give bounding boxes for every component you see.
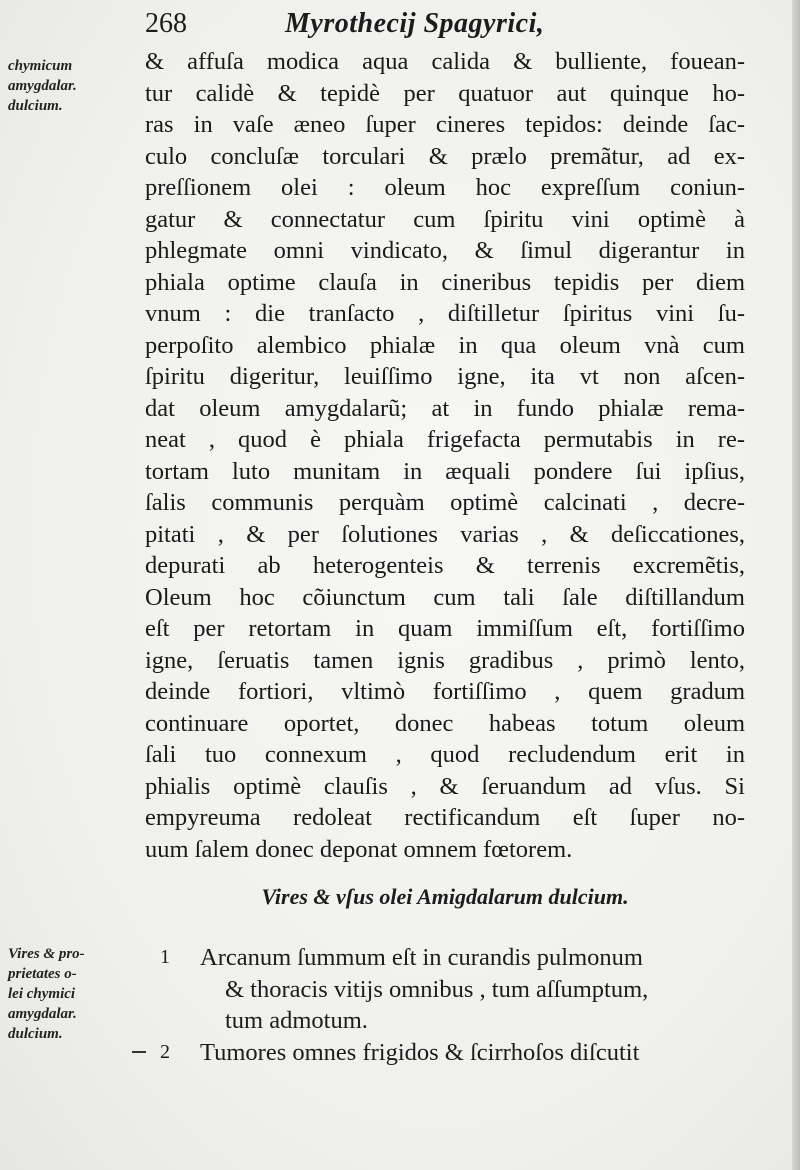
list-item [160, 1037, 750, 1069]
text-line: gatur & connectatur cum ſpiritu vini optimè à [145, 205, 745, 233]
text-line: depurati ab heterogenteis & terrenis excremẽtis, [145, 552, 745, 579]
margin-note-line: dulcium. [8, 1026, 63, 1042]
text-line: phiala optime clauſa in cineribus tepidis per diem [145, 268, 745, 296]
body-text [145, 46, 745, 865]
text-line: pitati , & per ſolutiones varias , & deſiccationes, [145, 520, 745, 548]
text-line: eſt per retortam in quam immiſſum eſt, fortiſſimo [145, 615, 745, 642]
text-line: neat , quod è phiala frigefacta permutabis in re- [145, 426, 745, 453]
text-line: ſali tuo connexum , quod recludendum erit in [145, 741, 745, 768]
text-line: tur calidè & tepidè per quatuor aut quinque ho- [145, 79, 745, 107]
margin-note-line: lei chymici [8, 986, 76, 1002]
text-line: ras in vaſe æneo ſuper cineres tepidos: deinde ſac- [145, 111, 745, 138]
text-line: tortam luto munitam in æquali pondere ſui ipſius, [145, 457, 745, 485]
text-line: deinde fortiori, vltimò fortiſſimo , quem gradum [145, 678, 745, 705]
margin-note-line: chymicum [8, 58, 73, 74]
text-line: Arcanum ſummum eſt in curandis pulmonum [200, 944, 643, 971]
text-line: phlegmate omni vindicato, & ſimul digerantur in [145, 237, 745, 264]
text-line: perpoſito alembico phialæ in qua oleum vnà cum [145, 331, 745, 359]
list-item [160, 942, 750, 1037]
text-line: & affuſa modica aqua calida & bulliente, fouean- [145, 48, 745, 75]
text-line: vnum : die tranſacto , diſtilletur ſpiritus vini ſu- [145, 300, 745, 327]
item-number: 2 [160, 1040, 170, 1063]
numbered-list [160, 942, 750, 1068]
page-header [145, 8, 745, 48]
item-number: 1 [160, 946, 170, 968]
text-line: igne, ſeruatis tamen ignis gradibus , primò lento, [145, 646, 745, 674]
page-edge [792, 0, 800, 1170]
text-line: continuare oportet, donec habeas totum oleum [145, 709, 745, 737]
text-line: phialis optimè clauſis , & ſeruandum ad vſus. Si [145, 772, 745, 800]
text-line: tum admotum. [225, 1007, 368, 1034]
margin-note-line: Vires & pro- [8, 946, 85, 962]
text-line: culo concluſæ torculari & prælo premãtur, ad ex- [145, 142, 745, 170]
text-line: ſalis communis perquàm optimè calcinati , decre- [145, 489, 745, 516]
text-line: Oleum hoc cõiunctum cum tali ſale diſtillandum [145, 583, 745, 611]
text-line: dat oleum amygdalarũ; at in fundo phialæ rema- [145, 394, 745, 422]
margin-dash [132, 1051, 146, 1053]
section-title: Vires & vſus olei Amigdalarum dulcium. [261, 884, 629, 909]
margin-note-line: amygdalar. [8, 78, 77, 94]
text-line: & thoracis vitijs omnibus , tum aſſumptum, [225, 975, 649, 1003]
margin-note [8, 944, 143, 1044]
margin-note-line: prietates o- [8, 966, 77, 982]
margin-note [8, 56, 143, 116]
text-line: Tumores omnes frigidos & ſcirrhoſos diſcutit [200, 1038, 640, 1066]
text-line: ſpiritu digeritur, leuiſſimo igne, ita vt non aſcen- [145, 363, 745, 390]
text-line: uum ſalem donec deponat omnem fœtorem. [145, 835, 573, 863]
margin-note-line: dulcium. [8, 98, 63, 114]
running-title: Myrothecij Spagyrici, [285, 8, 545, 39]
text-line: preſſionem olei : oleum hoc expreſſum coniun- [145, 174, 745, 201]
text-line: empyreuma redoleat rectificandum eſt ſuper no- [145, 804, 745, 831]
page-number: 268 [145, 8, 187, 39]
margin-note-line: amygdalar. [8, 1006, 77, 1022]
